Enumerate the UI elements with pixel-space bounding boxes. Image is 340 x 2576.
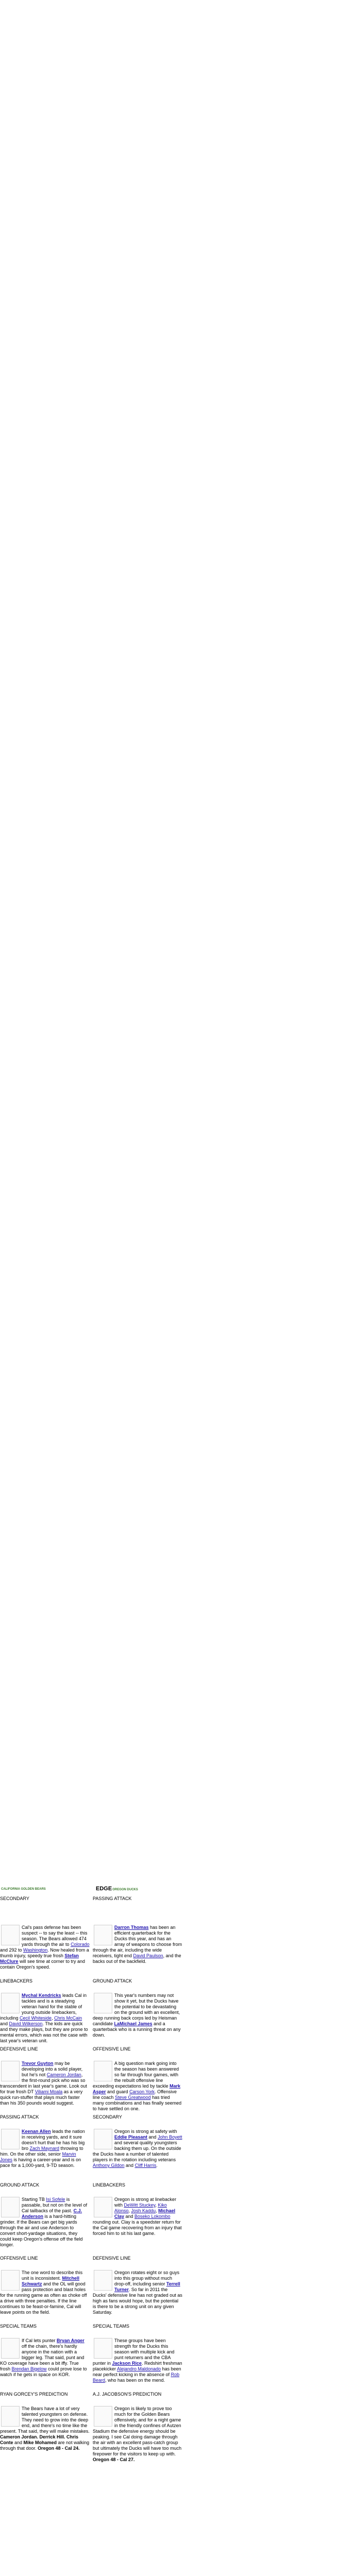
section-heading: SPECIAL TEAMS	[93, 2324, 130, 2329]
body-text: , the first-round pick who was so transcendent in last year's game. Look out for true frosh DT	[0, 2072, 87, 2094]
body-text: is a hard-hitting grinder. If the Bears can get big yards through the air and use Anderson to convert short-yardage situations, they could keep Oregon's offense off the field longer.	[0, 2214, 83, 2247]
oregon-column	[93, 2389, 185, 2463]
body-text: and	[13, 2440, 24, 2445]
player-photo-placeholder	[1, 1925, 20, 1945]
matchup-row	[0, 2180, 185, 2253]
body-text: is passable, but not on the level of Cal tailbacks of the past.	[22, 2197, 88, 2213]
player-photo-placeholder	[1, 2406, 20, 2427]
player-link[interactable]: Colorado	[71, 1942, 90, 1947]
matchup-text-block	[0, 2197, 90, 2253]
player-link[interactable]: Isi Sofele	[46, 2197, 65, 2202]
section-heading: PASSING ATTACK	[0, 2114, 39, 2120]
player-link[interactable]: Mitchell Schwartz	[22, 2276, 80, 2286]
player-link[interactable]: Rob Beard	[93, 2372, 180, 2383]
cal-column	[0, 1894, 93, 1976]
cal-column	[0, 1976, 93, 2044]
body-text: , and the backs out of the backfield.	[93, 1953, 181, 1964]
body-text: Oregon is likely to prove too much for the Golden Bears offensively, and for a night game in the friendly confines of Autzen Stadium the defensive energy should be peaking. I see Cal doing damage through the air with an excellent pass-catch group but ultimately the Ducks will have too much firepower for the visitors to keep up with.	[93, 2406, 182, 2456]
body-text: and guard	[106, 2089, 130, 2094]
section-heading: SPECIAL TEAMS	[0, 2324, 37, 2329]
edge-team-label: OREGON DUCKS	[112, 1888, 138, 1891]
matchup-text-block	[0, 2061, 90, 2112]
body-text: has tried many combinations and has finally seemed to have settled on one.	[93, 2095, 182, 2111]
player-link[interactable]: LaMichael James	[114, 2021, 152, 2026]
player-link[interactable]: David Paulson	[133, 1953, 163, 1958]
oregon-column	[93, 1894, 185, 1976]
body-text: . Offensive line coach	[93, 2089, 177, 2100]
player-link[interactable]: Darron Thomas	[114, 1925, 149, 1930]
spacer	[93, 2123, 182, 2129]
player-photo-placeholder	[1, 2061, 20, 2081]
player-link[interactable]: Brendan Bigelow	[11, 2366, 47, 2371]
player-link[interactable]: David Wilkerson	[9, 2021, 43, 2026]
matchup-text-block	[0, 1925, 90, 1976]
player-link[interactable]: Boseko Lokombo	[134, 2214, 171, 2219]
team-left-label: CALIFORNIA GOLDEN BEARS	[1, 1888, 46, 1891]
spacer	[0, 2191, 90, 2197]
body-text: and several quality youngsters backing them up. On the outside the Ducks have a number of talented players in the rotation including veterans	[93, 2140, 181, 2162]
player-link[interactable]: Zach Maynard	[29, 2146, 60, 2151]
player-photo-placeholder	[1, 2338, 20, 2359]
spacer	[0, 2264, 90, 2270]
player-link[interactable]: Mychal Kendricks	[22, 1993, 61, 1998]
player-photo-placeholder	[94, 2338, 112, 2359]
section-heading: LINEBACKERS	[0, 1978, 33, 1984]
matchup-text-block	[0, 2270, 90, 2321]
player-photo-placeholder	[1, 2197, 20, 2217]
body-text: ,	[128, 2208, 131, 2213]
section-heading: OFFENSIVE LINE	[0, 2256, 38, 2261]
body-text: may be developing into a solid player, but he's not	[22, 2061, 83, 2077]
player-photo-placeholder	[1, 2270, 20, 2291]
body-text: . So far in 2011 the Ducks' defensive line has not graded out as high as fans would hope, but the potential is there to be a strong unit on any given Saturday.	[93, 2287, 182, 2315]
matchup-text-block	[93, 2406, 182, 2463]
edge-title	[96, 1886, 138, 1892]
spacer	[93, 2400, 182, 2406]
matchup-text-block	[0, 2338, 90, 2389]
body-text: Starting TB	[22, 2197, 46, 2202]
spacer	[0, 2332, 90, 2338]
body-text: ,	[156, 2208, 159, 2213]
player-link[interactable]: Cameron Jordan	[46, 2072, 81, 2077]
cal-column	[0, 2321, 93, 2389]
player-photo-placeholder	[94, 2270, 112, 2291]
player-link[interactable]: Cecil Whiteside	[20, 2015, 52, 2021]
body-text: has been near perfect kicking in the absence of	[93, 2366, 181, 2377]
player-link[interactable]: Terrell Turner	[114, 2281, 180, 2292]
player-link[interactable]: Cliff Harris	[134, 2163, 157, 2168]
section-heading: DEFENSIVE LINE	[0, 2046, 38, 2052]
body-text: ,	[52, 2015, 55, 2021]
player-photo-placeholder	[94, 2129, 112, 2149]
matchup-edge-table	[0, 1886, 185, 2463]
section-heading: GROUND ATTACK	[93, 1978, 132, 1984]
player-photo-placeholder	[94, 2197, 112, 2217]
cal-column	[0, 2044, 93, 2112]
body-text: and 292 to	[0, 1947, 24, 1953]
section-heading: GROUND ATTACK	[0, 2182, 40, 2188]
body-text: These groups have been strength for the Ducks this season with multiple kick and punt returners and the CBA punter in	[93, 2338, 175, 2366]
player-link[interactable]: John Boyett	[158, 2134, 182, 2140]
player-link[interactable]: Marvin Jones	[0, 2151, 76, 2162]
body-text: .	[156, 2163, 158, 2168]
body-text: and	[147, 2134, 158, 2140]
body-text: The one word to describe this unit is inconsistent.	[22, 2270, 83, 2281]
player-link[interactable]: Eddie Pleasant	[114, 2134, 148, 2140]
body-text: leads Cal in tackles and is a steadying veteran hand for the stable of young outside linebackers, including	[0, 1993, 87, 2021]
body-text: rounding out. Clay is a speedster return for the Cal game recovering from an injury that forced him to sit his last game.	[93, 2219, 182, 2236]
body-text: Oregon is strong at linebacker with	[114, 2197, 177, 2208]
body-text: throwing to him. On the other side, senior	[0, 2146, 83, 2157]
matchup-text-block	[93, 2129, 182, 2180]
matchup-text-block	[93, 2270, 182, 2321]
bold-text: Oregon 48 - Cal 27.	[93, 2457, 135, 2462]
player-link[interactable]: Trevor Guyton	[22, 2061, 54, 2066]
body-text: The Bears have a lot of very talented youngsters on defense. They need to grow into the deep end, and there's no time like the present. That said, they will make mistakes.	[0, 2406, 90, 2434]
body-text: and	[124, 2214, 135, 2219]
player-link[interactable]: Chris McCain	[54, 2015, 82, 2021]
player-link[interactable]: Jackson Rice	[112, 2361, 142, 2366]
section-heading: DEFENSIVE LINE	[93, 2256, 131, 2261]
body-text: and	[0, 2021, 9, 2026]
player-link[interactable]: Anthony Gildon	[93, 2163, 125, 2168]
matchup-text-block	[0, 2406, 90, 2463]
body-text: Oregon rotates eight or so guys into this group without much drop-off, including senior	[114, 2270, 180, 2286]
section-heading: RYAN GORCEY'S PREDICTION	[0, 2392, 68, 2397]
spacer	[93, 1904, 182, 1925]
player-link[interactable]: DeWitt Stuckey	[124, 2202, 156, 2208]
player-photo-placeholder	[1, 2129, 20, 2149]
oregon-column	[93, 2253, 185, 2321]
body-text: and	[124, 2163, 135, 2168]
body-text: This year's numbers may not show it yet, but the Ducks have the potential to be devastating on the ground with an excellent, deep running back corps led by Heisman candidate	[93, 1993, 180, 2026]
player-photo-placeholder	[94, 1925, 112, 1945]
edge-label: EDGE	[96, 1886, 112, 1892]
matchup-row	[0, 1976, 185, 2044]
oregon-column	[93, 2321, 185, 2389]
section-heading: SECONDARY	[93, 2114, 122, 2120]
cal-column	[0, 2389, 93, 2463]
body-text: . Redshirt freshman placekicker	[93, 2361, 182, 2371]
matchup-text-block	[93, 2338, 182, 2389]
player-link[interactable]: Kiko Alonso	[114, 2202, 167, 2213]
matchup-text-block	[0, 1993, 90, 2044]
body-text: If Cal lets punter	[22, 2338, 57, 2343]
body-text: . Now healed from a thumb injury, speedy true frosh	[0, 1947, 89, 1958]
body-text: and the OL will good pass protection and blast holes for the running game as often as choke off a drive with three penalties. If the line continues to be feast-or-famine, Cal will leave points on the field.	[0, 2281, 87, 2315]
bold-text: Mike Mohamed	[23, 2440, 57, 2445]
matchup-text-block	[0, 2129, 90, 2180]
section-heading: PASSING ATTACK	[93, 1896, 132, 1901]
spacer	[93, 1987, 182, 1993]
body-text: A big question mark going into the season has been answered so far through four games, with the rebuilt offensive line exceeding expectations led by tackle	[93, 2061, 179, 2089]
player-photo-placeholder	[1, 1993, 20, 2013]
spacer	[0, 2123, 90, 2129]
player-link[interactable]: Washington	[23, 1947, 48, 1953]
body-text: off the chain, there's hardly anyone in the nation with a bigger leg. That said, punt and KO coverage have been a bit iffy. True frosh	[0, 2344, 84, 2371]
player-photo-placeholder	[94, 2406, 112, 2427]
player-link[interactable]: C.J. Anderson	[22, 2208, 82, 2219]
body-text: leads the nation in receiving yards, and it sure doesn't hurt that he has his big bro	[22, 2129, 85, 2151]
matchup-row	[0, 1894, 185, 1976]
cal-column	[0, 2112, 93, 2180]
player-link[interactable]: Josh Kaddu	[131, 2208, 156, 2213]
matchup-text-block	[93, 1925, 182, 1976]
matchup-text-block	[93, 2197, 182, 2253]
matchup-text-block	[93, 1993, 182, 2044]
section-heading: A.J. JACOBSON'S PREDICTION	[93, 2392, 162, 2397]
body-text: is having a career-year and is on pace for a 1,000-yard, 9-TD season.	[0, 2157, 81, 2168]
player-photo-placeholder	[94, 2061, 112, 2081]
cal-column	[0, 2253, 93, 2321]
spacer	[93, 2264, 182, 2270]
player-link[interactable]: Viliami Moala	[35, 2089, 63, 2094]
spacer	[0, 2055, 90, 2061]
matchup-row	[0, 2253, 185, 2321]
bold-text: Oregon 48 - Cal 24.	[38, 2446, 80, 2451]
body-text: will see time at corner to try and contain Oregon's speed.	[0, 1959, 86, 1970]
player-link[interactable]: Michael Clay	[114, 2208, 176, 2219]
spacer	[93, 2055, 182, 2061]
oregon-column	[93, 2044, 185, 2112]
player-link[interactable]: Mark Asper	[93, 2083, 181, 2094]
body-text: has been an efficient quarterback for the Ducks this year, and has an array of weapons to choose from through the air, including the wide receivers, tight end	[93, 1925, 182, 1958]
body-text: , who has been on the mend.	[105, 2378, 165, 2383]
edge-header	[0, 1886, 185, 1894]
player-link[interactable]: Carson York	[129, 2089, 155, 2094]
spacer	[0, 2400, 90, 2406]
oregon-column	[93, 2112, 185, 2180]
matchup-row	[0, 2321, 185, 2389]
cal-column	[0, 2180, 93, 2253]
body-text: could prove lose to watch if he gets in space on KOR.	[0, 2366, 87, 2377]
matchup-rows	[0, 1894, 185, 2463]
spacer	[0, 1987, 90, 1993]
player-link[interactable]: Stefan McClure	[0, 1953, 79, 1964]
spacer	[93, 2332, 182, 2338]
matchup-text-block	[93, 2061, 182, 2112]
matchup-row	[0, 2389, 185, 2463]
body-text: ,	[155, 2202, 158, 2208]
body-text: Cal's pass defense has been suspect -- to say the least -- this season. The Bears allowed 474 yards through the air to	[22, 1925, 88, 1947]
player-link[interactable]: Steve Greatwood	[115, 2095, 151, 2100]
player-photo-placeholder	[94, 1993, 112, 2013]
bold-text: Cameron Jordan. Derrick Hill. Chris Conte	[0, 2434, 79, 2445]
body-text: are not walking through that door.	[0, 2440, 90, 2451]
player-link[interactable]: Bryan Anger	[57, 2338, 84, 2343]
spacer	[93, 2191, 182, 2197]
matchup-row	[0, 2112, 185, 2180]
section-heading: LINEBACKERS	[93, 2182, 126, 2188]
spacer	[0, 1904, 90, 1925]
player-link[interactable]: Keenan Allen	[22, 2129, 51, 2134]
body-text: as a very quick run-stuffer that plays much faster than his 350 pounds would suggest.	[0, 2089, 83, 2106]
body-text: Oregon is strong at safety with	[114, 2129, 177, 2134]
body-text: . The kids are quick and they make plays, but they are prone to mental errors, which was not the case with last year's veteran unit.	[0, 2021, 88, 2043]
oregon-column	[93, 2180, 185, 2253]
matchup-row	[0, 2044, 185, 2112]
section-heading: OFFENSIVE LINE	[93, 2046, 131, 2052]
body-text: and a quarterback who is a running threat on any down.	[93, 2021, 181, 2038]
section-heading: SECONDARY	[0, 1896, 29, 1901]
player-link[interactable]: Alejandro Maldonado	[117, 2366, 161, 2371]
oregon-column	[93, 1976, 185, 2044]
